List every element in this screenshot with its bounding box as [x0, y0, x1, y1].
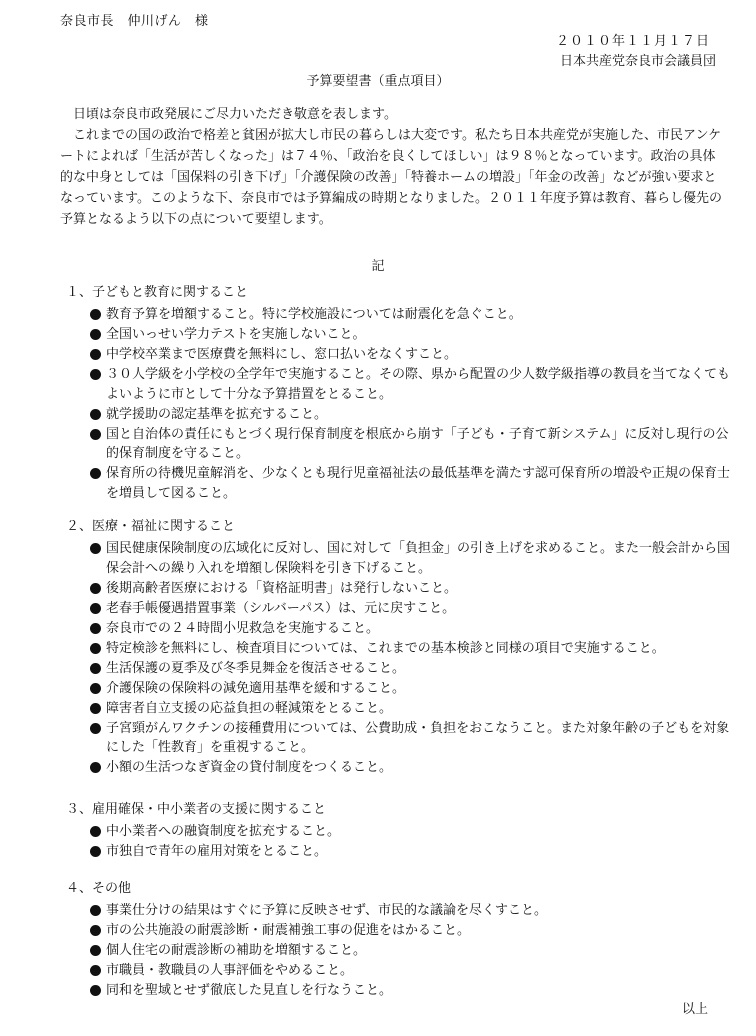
item-list	[66, 901, 732, 1001]
item-text: 生活保護の夏季及び冬季見舞金を復活させること。	[106, 660, 406, 676]
section-title: ３、雇用確保・中小業者の支援に関すること	[66, 802, 327, 817]
list-item	[66, 822, 732, 842]
list-item	[66, 921, 732, 941]
section-other	[66, 879, 732, 1001]
item-text: 教育予算を増額すること。特に学校施設については耐震化を急ぐこと。	[106, 307, 522, 322]
intro	[60, 104, 726, 230]
item-text: 老春手帳優遇措置事業（シルバーパス）は、元に戻すこと。	[106, 600, 456, 616]
item-text: 全国いっせい学力テストを実施しないこと。	[106, 327, 366, 342]
section-title: ４、その他	[66, 881, 132, 896]
list-item	[66, 579, 732, 599]
item-list	[66, 539, 732, 778]
item-text: 中学校卒業まで医療費を無料にし、窓口払いをなくすこと。	[106, 347, 458, 362]
list-item	[66, 464, 732, 503]
bullet-icon	[90, 985, 101, 996]
bullet-icon	[90, 409, 101, 420]
document-title: 予算要望書（重点項目）	[306, 74, 450, 89]
section-title: １、子どもと教育に関すること	[66, 285, 249, 300]
bullet-icon	[90, 965, 101, 976]
item-text: 市の公共施設の耐震診断・耐震補強工事の促進をはかること。	[106, 923, 471, 938]
list-item	[66, 405, 732, 425]
section-employment-smb	[66, 800, 732, 862]
item-text: 介護保険の保険料の減免適用基準を緩和すること。	[106, 680, 406, 696]
list-item	[66, 941, 732, 961]
bullet-icon	[90, 329, 101, 340]
item-text: ３０人学級を小学校の全学年で実施すること。その際、県から配置の少人数学級指導の教員を当てなくてもよいように市として十分な予算措置をとること。	[106, 367, 731, 402]
bullet-icon	[90, 349, 101, 360]
item-text: 小額の生活つなぎ資金の貸付制度をつくること。	[106, 760, 393, 775]
bullet-icon	[90, 945, 101, 956]
bullet-icon	[90, 369, 101, 380]
ki-marker: 記	[371, 259, 385, 274]
bullet-icon	[90, 429, 101, 440]
list-item	[66, 961, 732, 981]
item-text: 保育所の待機児童解消を、少なくとも現行児童福祉法の最低基準を満たす認可保育所の増設や正規の保育士を増員して図ること。	[106, 466, 731, 501]
list-item	[66, 719, 732, 758]
item-text: 中小業者への融資制度を拡充すること。	[106, 824, 341, 839]
list-item	[66, 365, 732, 404]
item-text: 奈良市での２４時間小児救急を実施すること。	[106, 620, 380, 636]
bullet-icon	[90, 905, 101, 916]
item-text: 国民健康保険制度の広域化に反対し、国に対して「負担金」の引き上げを求めること。また一般会計から国保会計への繰り入れを増額し保険料を引き下げること。	[106, 541, 731, 576]
closing: 以上	[681, 1002, 708, 1017]
list-item	[66, 425, 732, 464]
bullet-icon	[90, 663, 101, 674]
list-item	[66, 639, 732, 659]
bullet-icon	[90, 683, 101, 694]
list-item	[66, 981, 732, 1001]
bullet-icon	[90, 468, 101, 479]
section-children-education	[66, 283, 732, 504]
item-list	[66, 822, 732, 862]
bullet-icon	[90, 643, 101, 654]
item-text: 市職員・教職員の人事評価をやめること。	[106, 963, 354, 978]
bullet-icon	[90, 846, 101, 857]
list-item	[66, 325, 732, 345]
bullet-icon	[90, 762, 101, 773]
bullet-icon	[90, 826, 101, 837]
item-text: 市独自で青年の雇用対策をとること。	[106, 844, 328, 859]
bullet-icon	[90, 583, 101, 594]
list-item	[66, 599, 732, 619]
list-item	[66, 679, 732, 699]
item-text: 就学援助の認定基準を拡充すること。	[106, 406, 328, 422]
addressee: 奈良市長 仲川げん 様	[60, 14, 209, 29]
item-text: 障害者自立支援の応益負担の軽減策をとること。	[106, 700, 393, 716]
document-date: ２０１０年１１月１７日	[555, 34, 710, 49]
section-title: ２、医療・福祉に関すること	[66, 519, 236, 534]
bullet-icon	[90, 723, 101, 734]
item-text: 個人住宅の耐震診断の補助を増額すること。	[106, 943, 367, 958]
list-item	[66, 699, 732, 719]
bullet-icon	[90, 603, 101, 614]
bullet-icon	[90, 925, 101, 936]
item-text: 後期高齢者医療における「資格証明書」は発行しないこと。	[106, 580, 458, 596]
bullet-icon	[90, 543, 101, 554]
item-text: 事業仕分けの結果はすぐに予算に反映させず、市民的な議論を尽くすこと。	[106, 903, 547, 918]
item-text: 同和を聖域とせず徹底した見直しを行なうこと。	[106, 983, 393, 998]
list-item	[66, 901, 732, 921]
bullet-icon	[90, 309, 101, 320]
sender: 日本共産党奈良市会議員団	[559, 54, 716, 69]
list-item	[66, 305, 732, 325]
intro-paragraph-1: 日頃は奈良市政発展にご尽力いただき敬意を表します。	[73, 107, 397, 122]
list-item	[66, 842, 732, 862]
item-text: 特定検診を無料にし、検査項目については、これまでの基本検診と同様の項目で実施すること。	[106, 640, 665, 656]
list-item	[66, 619, 732, 639]
list-item	[66, 659, 732, 679]
item-list	[66, 305, 732, 503]
list-item	[66, 345, 732, 365]
intro-paragraph-2: これまでの国の政治で格差と貧困が拡大し市民の暮らしは大変です。私たち日本共産党が実施した、市民アンケートによれば「生活が苦しくなった」は７４％、「政治を良くしてほしい」は９８％となっています。政治の具体的な中身としては「国保料の引き下げ」「介護保険の改善」「特養ホームの増設」「年金の改善」などが強い要求となっています。このような下、奈良市では予算編成の時期となりました。２０１１年度予算は教育、暮らし優先の予算となるよう以下の点について要望します。	[60, 128, 722, 227]
bullet-icon	[90, 703, 101, 714]
list-item	[66, 539, 732, 578]
item-text: 子宮頸がんワクチンの接種費用については、公費助成・負担をおこなうこと。また対象年齢の子どもを対象にした「性教育」を重視すること。	[106, 720, 730, 755]
bullet-icon	[90, 623, 101, 634]
section-medical-welfare	[66, 517, 732, 778]
item-text: 国と自治体の責任にもとづく現行保育制度を根底から崩す「子ども・子育て新システム」に反対し現行の公的保育制度を守ること。	[106, 426, 729, 461]
list-item	[66, 758, 732, 778]
